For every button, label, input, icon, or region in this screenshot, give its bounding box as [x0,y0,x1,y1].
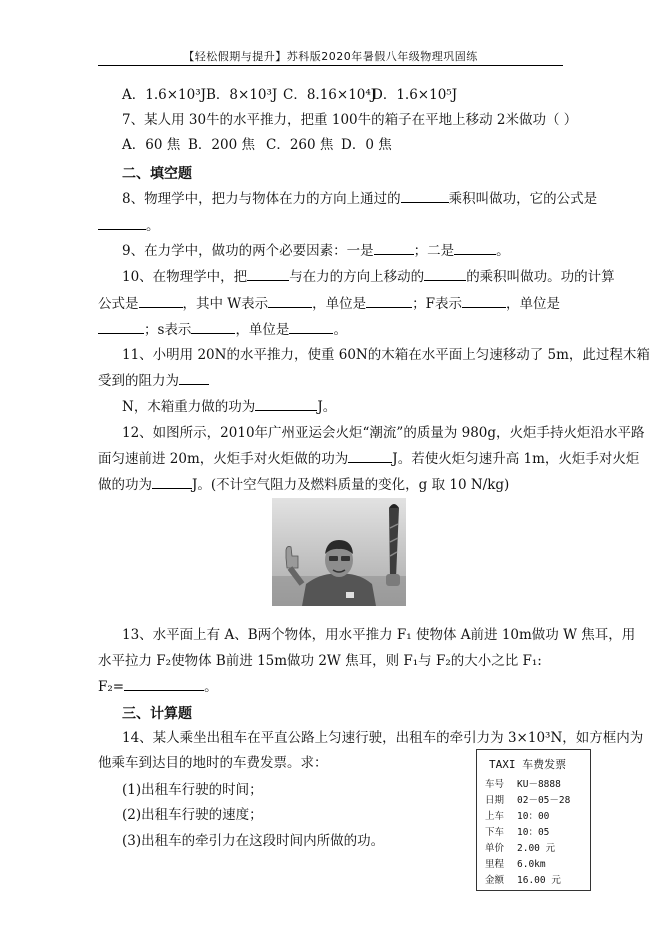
receipt-key: 车号 [485,779,505,790]
torch-bearer-photo [272,498,406,606]
q10-blank-4[interactable] [268,295,312,308]
q10-text-2: 与在力的方向上移动的 [289,269,425,285]
q10-text-8: ，单位是 [506,296,561,312]
receipt-value: 2.00 元 [517,843,556,854]
receipt-value: 6.0km [517,859,546,870]
section-fill-in-title: 二、填空题 [122,166,192,182]
q6-option-b: B．8×10³J [206,87,278,103]
q9-blank-1[interactable] [374,242,414,255]
q8-blank-2[interactable] [98,217,146,230]
q10-blank-2[interactable] [424,268,466,281]
section-calculation-title: 三、计算题 [122,706,192,722]
q11-blank-1[interactable] [179,372,209,385]
q7-option-a: A．60 焦 [122,137,181,153]
q6-option-a: A．1.6×10³J [122,87,207,103]
q8-blank-1[interactable] [401,190,449,203]
q6-option-c: C．8.16×10⁴J [283,87,377,103]
q9-text-1: 9、在力学中，做功的两个必要因素：一是 [122,243,374,259]
receipt-row-plate [485,776,561,790]
q10-blank-9[interactable] [289,321,333,334]
receipt-row-amount [485,872,561,886]
q10-blank-8[interactable] [191,321,235,334]
q9-text-3: 。 [496,243,510,259]
receipt-row-unit-price [485,840,555,854]
receipt-value: 10：05 [517,827,550,838]
q11-blank-2[interactable] [255,398,317,411]
q14-sub-1: (1)出租车行驶的时间； [122,782,263,798]
receipt-row-mileage [485,856,546,870]
page-header: 【轻松假期与提升】苏科版2020年暑假八年级物理巩固练 [183,50,478,63]
receipt-value: 16.00 元 [517,875,561,886]
q11-line3 [122,398,336,416]
q12-text-2: 面匀速前进 20m，火炬手对火炬做的功为 [98,451,349,467]
q12-text-3: J。若使火炬匀速升高 1m，火炬手对火炬 [392,451,640,467]
q13-text-4: 。 [204,679,218,695]
q12-text-4: 做的功为 [98,477,152,493]
q7-option-d: D．0 焦 [341,137,392,153]
q11-text-2: 受到的阻力为 [98,373,179,389]
q13-text-3: F₂= [98,679,125,695]
q10-text-3: 的乘积叫做功。功的计算 [466,269,615,285]
q7-option-b: B．200 焦 [188,137,255,153]
q10-line1 [122,268,615,286]
q10-text-1: 10、在物理学中，把 [122,269,248,285]
q7-stem: 7、某人用 30牛的水平推力，把重 100牛的箱子在平地上移动 2米做功（ ） [122,112,578,128]
q14-sub-3: (3)出租车的牵引力在这段时间内所做的功。 [122,833,385,849]
q14-sub-2: (2)出租车行驶的速度； [122,807,263,823]
q10-blank-1[interactable] [247,268,289,281]
q10-blank-7[interactable] [98,321,144,334]
receipt-row-date [485,792,570,806]
q9-blank-2[interactable] [454,242,496,255]
q11-line2 [98,372,209,390]
q12-blank-2[interactable] [152,476,192,489]
q11-text-3: N，木箱重力做的功为 [122,399,256,415]
q11-line1: 11、小明用 20N的水平推力，使重 60N的木箱在水平面上匀速移动了 5m，此过程木箱 [122,347,650,363]
q10-text-10: ，单位是 [235,322,290,338]
q8-line2 [98,217,160,235]
q13-line1: 13、水平面上有 A、B两个物体，用水平推力 F₁ 使物体 A前进 10m做功 W 焦耳，用 [122,627,636,643]
q14-line1: 14、某人乘坐出租车在平直公路上匀速行驶，出租车的牵引力为 3×10³N，如方框内为 [122,730,644,746]
receipt-key: 下车 [485,827,505,838]
receipt-key: 日期 [485,795,505,806]
receipt-key: 金额 [485,875,505,886]
q8-line1 [122,190,597,208]
q7-option-c: C．260 焦 [266,137,334,153]
q13-line2: 水平拉力 F₂使物体 B前进 15m做功 2W 焦耳，则 F₁与 F₂的大小之比 F₁: [98,653,542,669]
q10-line2 [98,295,560,313]
torch-bearer-illustration [272,498,406,606]
receipt-key: 里程 [485,859,505,870]
q11-text-4: J。 [317,399,337,415]
q8-text-1: 8、物理学中，把力与物体在力的方向上通过的 [122,191,401,207]
q12-blank-1[interactable] [348,450,392,463]
q10-text-5: ，其中 W表示 [182,296,269,312]
q14-line2: 他乘车到达目的地时的车费发票。求： [98,755,328,771]
taxi-receipt [476,749,591,891]
q12-line2 [98,450,639,468]
receipt-row-board [485,808,549,822]
q12-line3 [98,476,509,494]
q10-text-11: 。 [333,322,347,338]
receipt-value: 10：00 [517,811,550,822]
receipt-row-alight [485,824,549,838]
receipt-title: TAXI 车费发票 [489,758,567,771]
q10-text-9: ；s表示 [144,322,192,338]
q13-line3 [98,678,218,696]
q13-blank-1[interactable] [124,678,204,691]
q10-blank-3[interactable] [139,295,183,308]
q10-text-7: ；F表示 [412,296,463,312]
q9-line [122,242,510,260]
q10-text-4: 公式是 [98,296,139,312]
q10-blank-6[interactable] [462,295,506,308]
q8-text-2: 乘积叫做功，它的公式是 [448,191,598,207]
header-rule [98,65,563,66]
q12-line1: 12、如图所示，2010年广州亚运会火炬“潮流”的质量为 980g，火炬手持火炬沿水平路 [122,425,645,441]
q10-blank-5[interactable] [366,295,412,308]
q8-text-3: 。 [146,218,160,234]
receipt-key: 上车 [485,811,505,822]
q6-option-d: D．1.6×10⁵J [372,87,458,103]
q10-text-6: ，单位是 [312,296,367,312]
receipt-key: 单价 [485,843,505,854]
q12-text-5: J。(不计空气阻力及燃料质量的变化，g 取 10 N/kg) [192,477,510,493]
receipt-value: KU－8888 [517,779,561,790]
q9-text-2: ；二是 [413,243,455,259]
receipt-value: 02－05－28 [517,795,571,806]
q10-line3 [98,321,347,339]
